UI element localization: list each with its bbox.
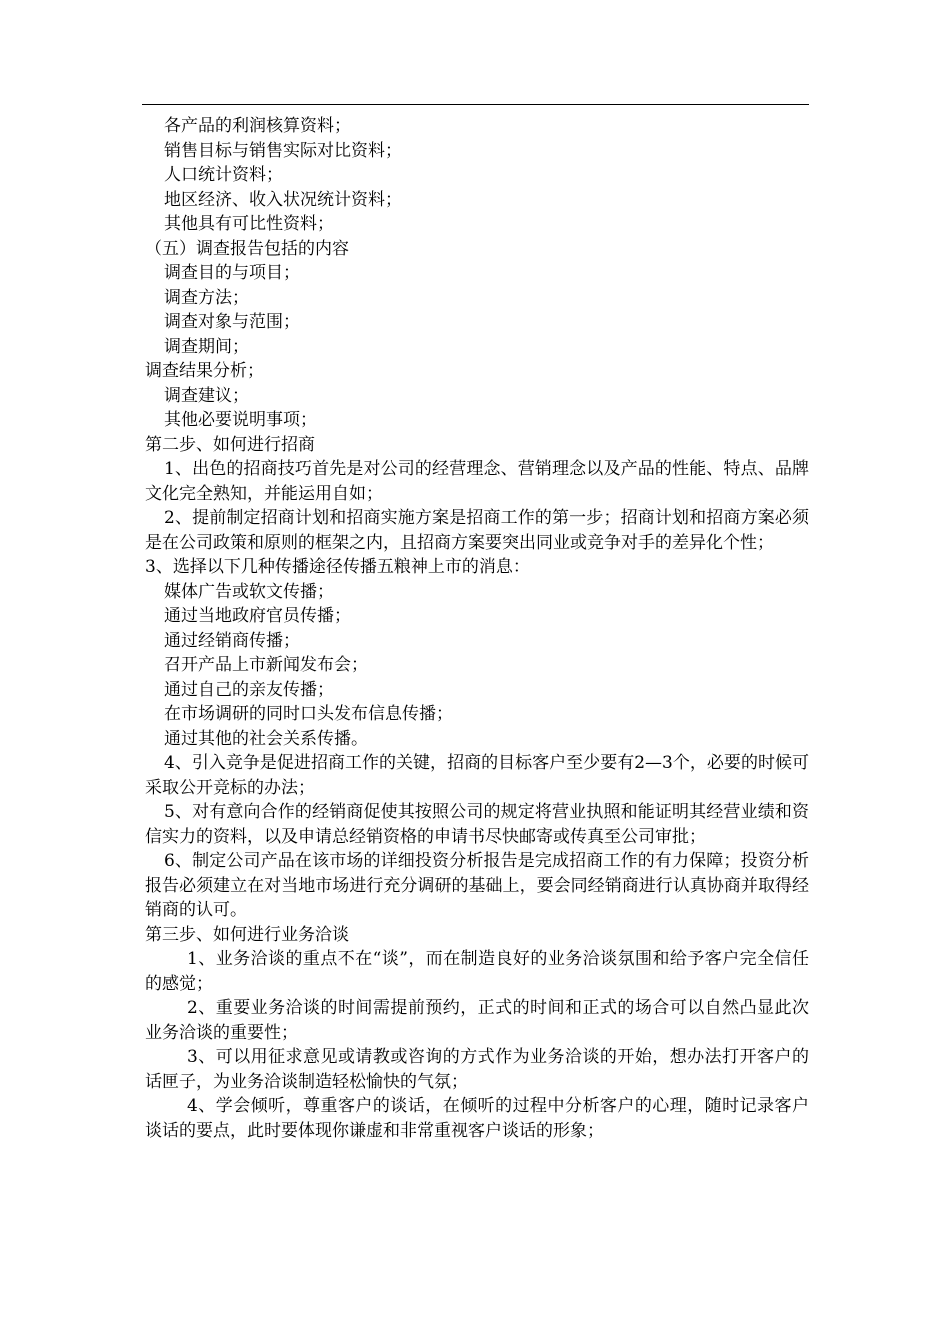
channel-item: 媒体广告或软文传播； bbox=[164, 581, 334, 602]
step2-paragraph-6: 6、制定公司产品在该市场的详细投资分析报告是完成招商工作的有力保障；投资分析报告必须建立在对当地市场进行充分调研的基础上，要会同经销商进行认真协商并取得经销商的认可。 bbox=[145, 851, 809, 920]
list-item: 各产品的利润核算资料； bbox=[164, 116, 351, 136]
step2-paragraph-5: 5、对有意向合作的经销商促使其按照公司的规定将营业执照和能证明其经营业绩和资信实力的资料，以及申请总经销资格的申请书尽快邮寄或传真至公司审批； bbox=[145, 802, 809, 847]
document-body bbox=[145, 114, 809, 1143]
step3-paragraph-4: 4、学会倾听，尊重客户的谈话，在倾听的过程中分析客户的心理，随时记录客户谈话的要点，此时要体现你谦虚和非常重视客户谈话的形象； bbox=[145, 1096, 809, 1141]
list-item: 地区经济、收入状况统计资料； bbox=[164, 189, 402, 210]
list-item: 调查方法； bbox=[164, 287, 249, 308]
channel-item: 召开产品上市新闻发布会； bbox=[164, 655, 368, 675]
channel-item: 通过当地政府官员传播； bbox=[164, 606, 351, 626]
step2-paragraph-1: 1、出色的招商技巧首先是对公司的经营理念、营销理念以及产品的性能、特点、品牌文化完全熟知，并能运用自如； bbox=[145, 459, 809, 504]
header-rule bbox=[142, 104, 809, 105]
step3-paragraph-1: 1、业务洽谈的重点不在“谈”，而在制造良好的业务洽谈氛围和给予客户完全信任的感觉； bbox=[145, 949, 809, 994]
step3-paragraph-2: 2、重要业务洽谈的时间需提前预约，正式的时间和正式的场合可以自然凸显此次业务洽谈的重要性； bbox=[145, 998, 809, 1043]
channel-item: 通过经销商传播； bbox=[164, 630, 300, 651]
list-item: 销售目标与销售实际对比资料； bbox=[164, 140, 402, 161]
channel-item: 在市场调研的同时口头发布信息传播； bbox=[164, 704, 453, 724]
step2-heading: 第二步、如何进行招商 bbox=[145, 434, 315, 455]
channel-item: 通过自己的亲友传播； bbox=[164, 679, 334, 700]
step3-paragraph-3: 3、可以用征求意见或请教或咨询的方式作为业务洽谈的开始，想办法打开客户的话匣子，为业务洽谈制造轻松愉快的气氛； bbox=[145, 1047, 809, 1092]
list-item: 调查对象与范围； bbox=[164, 312, 300, 332]
step2-paragraph-3-heading: 3、选择以下几种传播途径传播五粮神上市的消息： bbox=[145, 557, 530, 577]
list-item: 调查建议； bbox=[164, 385, 249, 406]
step2-paragraph-2: 2、提前制定招商计划和招商实施方案是招商工作的第一步；招商计划和招商方案必须是在公司政策和原则的框架之内，且招商方案要突出同业或竞争对手的差异化个性； bbox=[145, 508, 809, 553]
list-item: 调查期间； bbox=[164, 336, 249, 357]
list-item: 调查目的与项目； bbox=[164, 263, 300, 283]
step2-paragraph-4: 4、引入竞争是促进招商工作的关键，招商的目标客户至少要有2—3个，必要的时候可采取公开竞标的办法； bbox=[145, 753, 809, 798]
channel-item: 通过其他的社会关系传播。 bbox=[164, 728, 368, 749]
step3-heading: 第三步、如何进行业务洽谈 bbox=[145, 924, 349, 945]
list-item: 其他必要说明事项； bbox=[164, 410, 317, 430]
list-item: 人口统计资料； bbox=[164, 165, 283, 185]
list-item: 调查结果分析； bbox=[145, 361, 264, 381]
section-heading-report: （五）调查报告包括的内容 bbox=[145, 238, 349, 259]
list-item: 其他具有可比性资料； bbox=[164, 214, 334, 234]
